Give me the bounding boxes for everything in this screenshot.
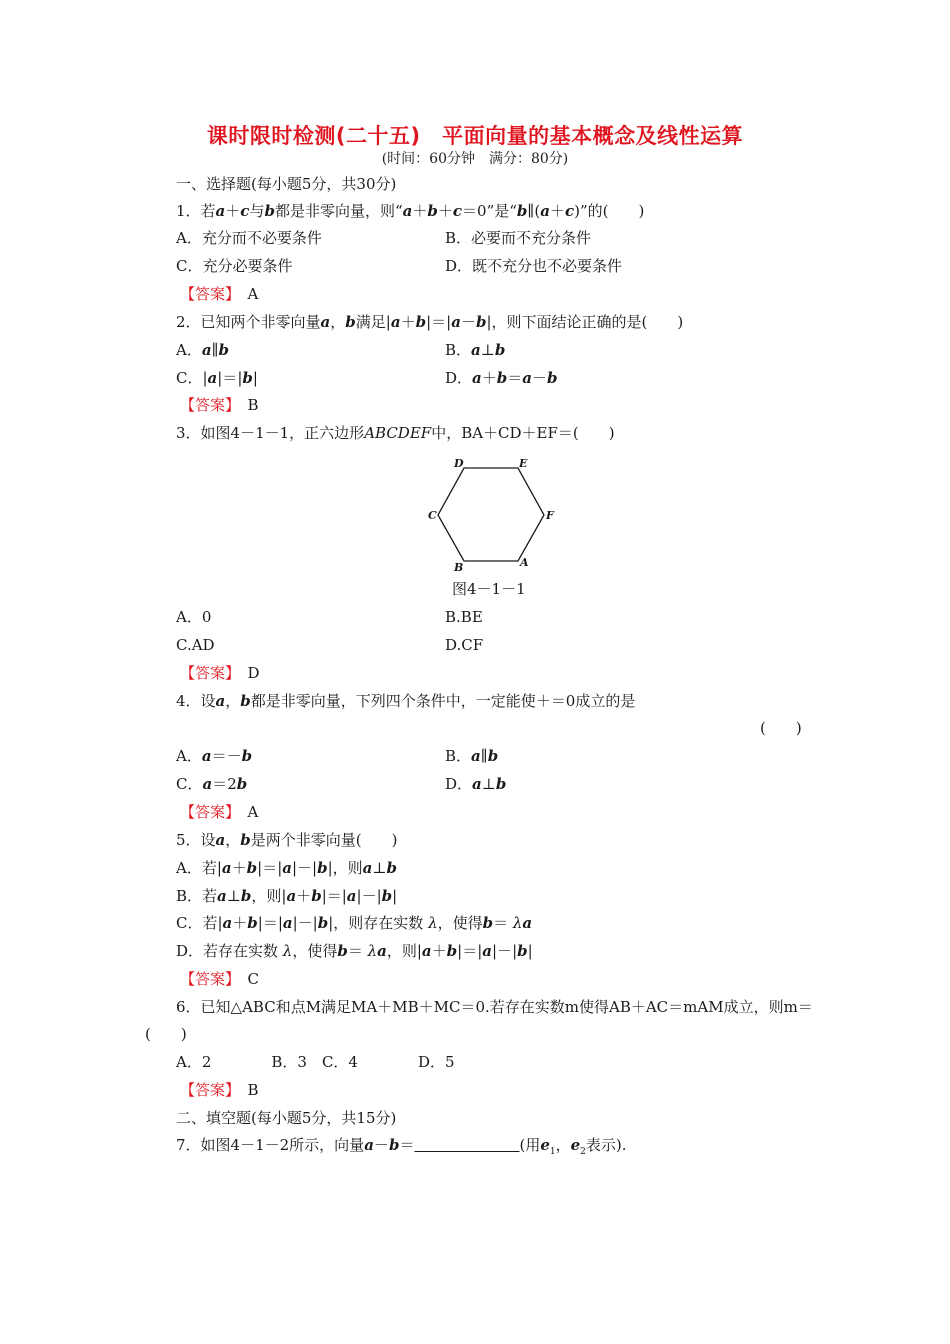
question-5-stem: 5．设a，b是两个非零向量( ) — [176, 831, 398, 849]
question-6-options: A．2 B．3 C．4 D．5 — [176, 1053, 455, 1071]
question-2-answer: 【答案】 B — [180, 396, 259, 414]
question-4-stem: 4．设a，b都是非零向量，下列四个条件中，一定能使＋＝0成立的是 — [176, 692, 636, 710]
question-3-option-c: C.AD — [176, 636, 215, 654]
question-2-option-d: D．a＋b＝a－b — [445, 369, 558, 387]
question-5-option-c: C．若|a＋b|＝|a|－|b|，则存在实数 λ，使得b＝ λa — [176, 914, 533, 932]
question-3-answer: 【答案】 D — [180, 664, 260, 682]
question-4-paren: ( ) — [760, 719, 802, 737]
section-fill-heading: 二、填空题(每小题5分，共15分) — [176, 1109, 397, 1127]
question-2-option-c: C．|a|＝|b| — [176, 369, 258, 387]
question-1-option-d: D．既不充分也不必要条件 — [445, 257, 623, 275]
question-1-option-b: B．必要而不充分条件 — [445, 229, 592, 247]
question-1-option-c: C．充分必要条件 — [176, 257, 293, 275]
vertex-label-b: B — [454, 561, 464, 574]
question-5-option-a: A．若|a＋b|＝|a|－|b|，则a⊥b — [176, 859, 397, 877]
hexagon-figure — [420, 454, 560, 574]
question-2-stem: 2．已知两个非零向量a，b满足|a＋b|＝|a－b|，则下面结论正确的是( ) — [176, 313, 684, 331]
vertex-label-f: F — [546, 509, 554, 522]
question-7-stem: 7．如图4－1－2所示，向量a－b＝ (用$e_1$，$e_2$表示). — [176, 1136, 627, 1157]
question-3-option-a: A．0 — [176, 608, 212, 626]
question-4-answer: 【答案】 A — [180, 803, 259, 821]
question-2-option-a: A．a∥b — [176, 341, 230, 359]
question-7-blank[interactable] — [414, 1136, 519, 1154]
page-title: 课时限时检测(二十五) 平面向量的基本概念及线性运算 — [206, 124, 744, 148]
question-5-option-b: B．若a⊥b，则|a＋b|＝|a|－|b| — [176, 887, 398, 905]
figure-caption-4-1-1: 图4－1－1 — [452, 580, 526, 598]
question-2-option-b: B．a⊥b — [445, 341, 506, 359]
question-5-answer: 【答案】 C — [180, 970, 260, 988]
question-5-option-d: D．若存在实数 λ，使得b＝ λa，则|a＋b|＝|a|－|b| — [176, 942, 533, 960]
question-3-option-b: B.BE — [445, 608, 483, 626]
vertex-label-a: A — [520, 556, 529, 569]
vertex-label-d: D — [454, 457, 464, 470]
question-1-stem: 1．若a＋c与b都是非零向量，则“a＋b＋c＝0”是“b∥(a＋c)”的( ) — [176, 202, 645, 220]
vertex-label-e: E — [519, 457, 528, 470]
question-4-option-a: A．a＝－b — [176, 747, 253, 765]
question-3-option-d: D.CF — [445, 636, 484, 654]
question-4-option-c: C．a＝2b — [176, 775, 248, 793]
question-3-stem: 3．如图4－1－1，正六边形ABCDEF中，BA＋CD＋EF＝( ) — [176, 424, 615, 442]
vertex-label-c: C — [428, 509, 437, 522]
question-6-paren: ( ) — [145, 1025, 187, 1043]
question-1-answer: 【答案】 A — [180, 285, 259, 303]
page-subtitle: (时间：60分钟 满分：80分) — [381, 151, 569, 167]
question-6-stem: 6．已知△ABC和点M满足MA＋MB＋MC＝0.若存在实数m使得AB＋AC＝mAM成立，则m＝ — [176, 998, 813, 1016]
question-4-option-d: D．a⊥b — [445, 775, 507, 793]
section-choice-heading: 一、选择题(每小题5分，共30分) — [176, 175, 397, 193]
question-4-option-b: B．a∥b — [445, 747, 499, 765]
hexagon-shape — [438, 468, 544, 561]
question-1-option-a: A．充分而不必要条件 — [176, 229, 322, 247]
question-6-answer: 【答案】 B — [180, 1081, 259, 1099]
